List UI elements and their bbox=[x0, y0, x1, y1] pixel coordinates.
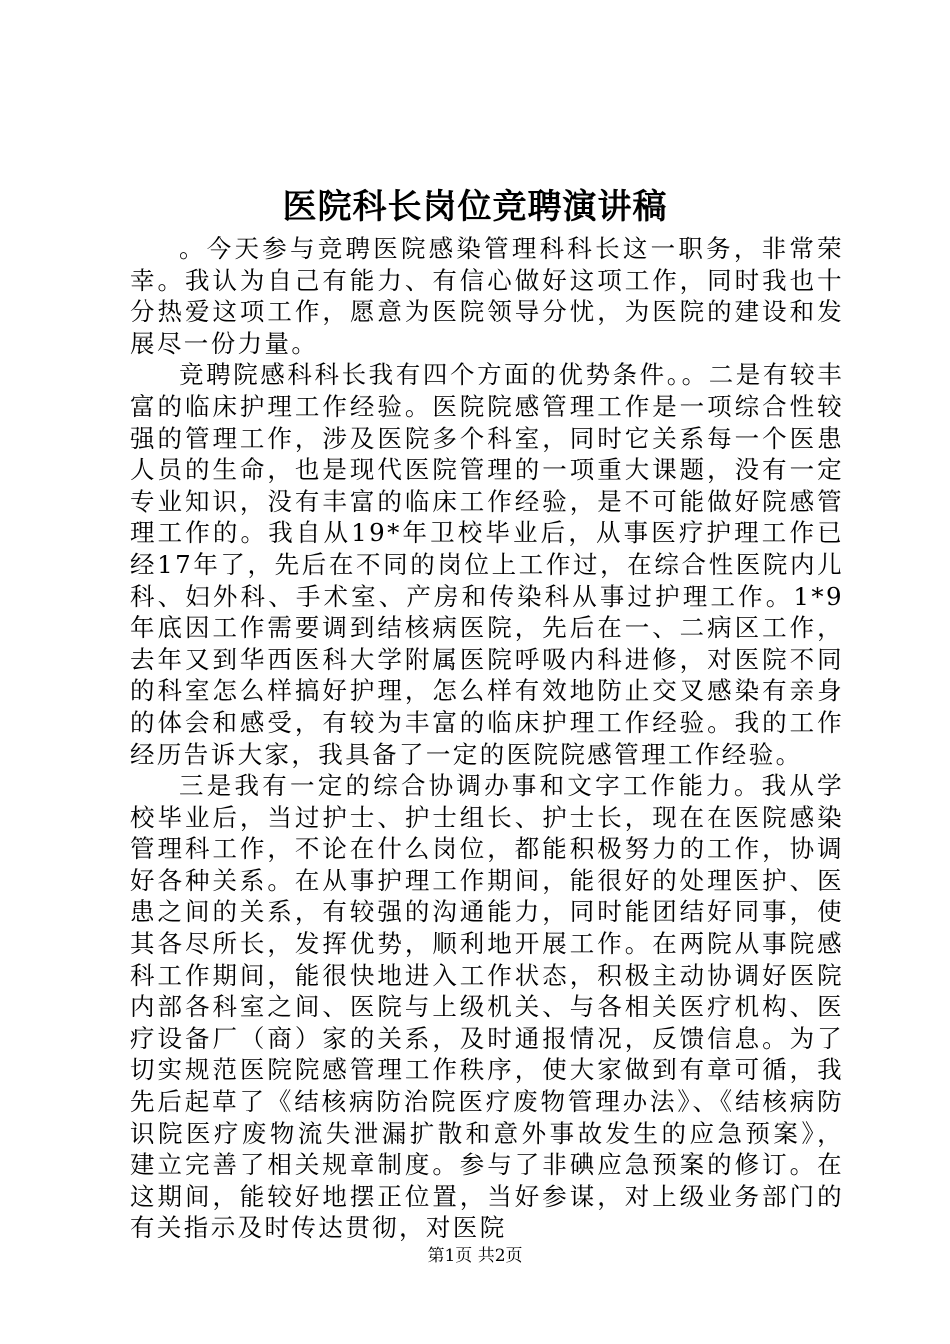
document-body bbox=[130, 233, 844, 1244]
paragraph-3: 三是我有一定的综合协调办事和文字工作能力。我从学校毕业后，当过护士、护士组长、护士长，现在在医院感染管理科工作，不论在什么岗位，都能积极努力的工作，协调好各种关系。在从事护理工作期间，能很好的处理医护、医患之间的关系，有较强的沟通能力，同时能团结好同事，使其各尽所长，发挥优势，顺利地开展工作。在两院从事院感科工作期间，能很快地进入工作状态，积极主动协调好医院内部各科室之间、医院与上级机关、与各相关医疗机构、医疗设备厂（商）家的关系，及时通报情况，反馈信息。为了切实规范医院院感管理工作秩序，使大家做到有章可循，我先后起草了《结核病防治院医疗废物管理办法》、《结核病防识院医疗废物流失泄漏扩散和意外事故发生的应急预案》，建立完善了相关规章制度。参与了非碘应急预案的修订。在这期间，能较好地摆正位置，当好参谋，对上级业务部门的有关指示及时传达贯彻，对医院 bbox=[130, 771, 844, 1243]
paragraph-2: 竞聘院感科科长我有四个方面的优势条件。。二是有较丰富的临床护理工作经验。医院院感管理工作是一项综合性较强的管理工作，涉及医院多个科室，同时它关系每一个医患人员的生命，也是现代医院管理的一项重大课题，没有一定专业知识，没有丰富的临床工作经验，是不可能做好院感管理工作的。我自从19*年卫校毕业后，从事医疗护理工作已经17年了，先后在不同的岗位上工作过，在综合性医院内儿科、妇外科、手术室、产房和传染科从事过护理工作。1*9年底因工作需要调到结核病医院，先后在一、二病区工作，去年又到华西医科大学附属医院呼吸内科进修，对医院不同的科室怎么样搞好护理，怎么样有效地防止交叉感染有亲身的体会和感受，有较为丰富的临床护理工作经验。我的工作经历告诉大家，我具备了一定的医院院感管理工作经验。 bbox=[130, 360, 844, 769]
document-title: 医院科长岗位竞聘演讲稿 bbox=[282, 187, 668, 227]
paragraph-1: 。今天参与竞聘医院感染管理科科长这一职务，非常荣幸。我认为自己有能力、有信心做好这项工作，同时我也十分热爱这项工作，愿意为医院领导分忧，为医院的建设和发展尽一份力量。 bbox=[130, 234, 844, 358]
page-footer: 第1页 共2页 bbox=[427, 1246, 523, 1266]
